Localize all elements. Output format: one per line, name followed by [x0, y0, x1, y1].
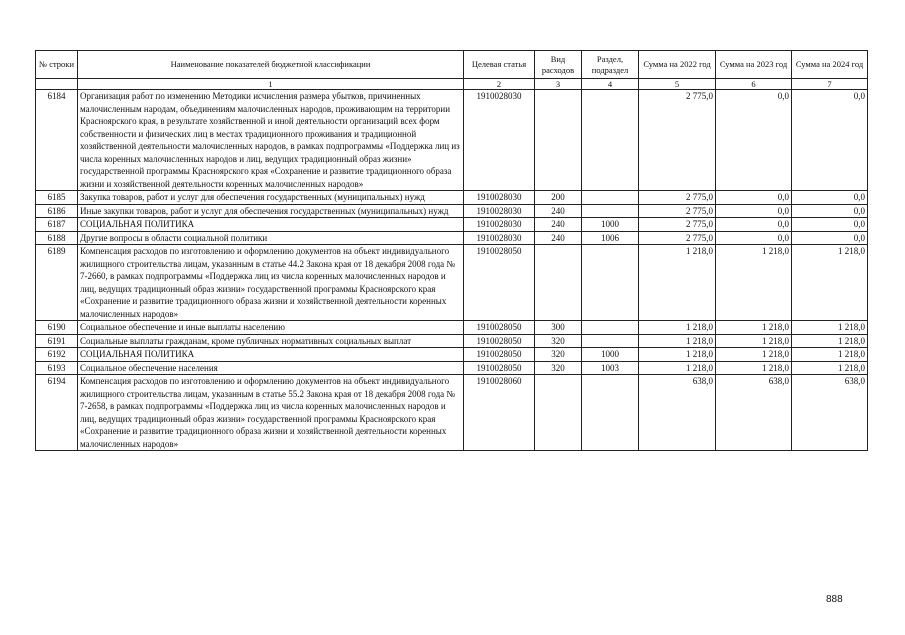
row-target-code: 1910028030 — [464, 191, 535, 205]
column-index: 3 — [535, 79, 582, 90]
row-sum-2023: 1 218,0 — [716, 361, 792, 375]
row-expense-type: 240 — [535, 218, 582, 232]
table-row — [36, 361, 868, 375]
row-target-code: 1910028030 — [464, 218, 535, 232]
row-name: Закупка товаров, работ и услуг для обеспечения государственных (муниципальных) нужд — [78, 191, 464, 205]
table-row — [36, 204, 868, 218]
row-name: Компенсация расходов по изготовлению и оформлению документов на объект индивидуального жилищного строительства лицам, указанным в статье 44.2 Закона края от 18 декабря 2008 года № 7-2660, в рамках подпрограммы «Поддержка лиц из числа коренных малочисленных народов и лиц, ведущих традиционный образ жизни» государственной программы Красноярского края «Сохранение и развитие традиционного образа жизни и хозяйственной деятельности коренных малочисленных народов» — [78, 245, 464, 321]
row-number: 6186 — [36, 204, 78, 218]
row-sum-2023: 638,0 — [716, 375, 792, 451]
row-target-code: 1910028050 — [464, 348, 535, 362]
row-section — [582, 334, 639, 348]
row-sum-2022: 1 218,0 — [639, 245, 716, 321]
row-expense-type — [535, 245, 582, 321]
row-sum-2024: 0,0 — [792, 231, 868, 245]
table-row — [36, 231, 868, 245]
row-expense-type: 300 — [535, 321, 582, 335]
column-index: 2 — [464, 79, 535, 90]
row-expense-type: 320 — [535, 361, 582, 375]
table-row — [36, 375, 868, 451]
header-sum-2023: Сумма на 2023 год — [716, 51, 792, 79]
header-expense-type: Вид расходов — [535, 51, 582, 79]
row-sum-2024: 0,0 — [792, 218, 868, 232]
row-section — [582, 191, 639, 205]
header-target: Целевая статья — [464, 51, 535, 79]
row-name: СОЦИАЛЬНАЯ ПОЛИТИКА — [78, 348, 464, 362]
row-section: 1000 — [582, 218, 639, 232]
page-number: 888 — [826, 594, 843, 605]
row-sum-2024: 0,0 — [792, 191, 868, 205]
table-row — [36, 334, 868, 348]
table-row — [36, 218, 868, 232]
row-sum-2024: 638,0 — [792, 375, 868, 451]
row-sum-2024: 0,0 — [792, 90, 868, 191]
row-sum-2024: 0,0 — [792, 204, 868, 218]
row-name: Компенсация расходов по изготовлению и оформлению документов на объект индивидуального жилищного строительства лицам, указанным в статье 55.2 Закона края от 18 декабря 2008 года № 7-2658, в рамках подпрограммы «Поддержка лиц из числа коренных малочисленных народов и лиц, ведущих традиционный образ жизни» государственной программы Красноярского края «Сохранение и развитие традиционного образа жизни и хозяйственной деятельности коренных малочисленных народов» — [78, 375, 464, 451]
row-target-code: 1910028050 — [464, 361, 535, 375]
row-sum-2022: 2 775,0 — [639, 204, 716, 218]
row-sum-2023: 1 218,0 — [716, 348, 792, 362]
row-number: 6188 — [36, 231, 78, 245]
column-index-row — [36, 79, 868, 90]
row-name: СОЦИАЛЬНАЯ ПОЛИТИКА — [78, 218, 464, 232]
row-target-code: 1910028030 — [464, 231, 535, 245]
header-row-no: № строки — [36, 51, 78, 79]
table-header-row — [36, 51, 868, 79]
row-section: 1006 — [582, 231, 639, 245]
row-sum-2023: 1 218,0 — [716, 334, 792, 348]
row-number: 6191 — [36, 334, 78, 348]
row-sum-2023: 0,0 — [716, 191, 792, 205]
column-index: 5 — [639, 79, 716, 90]
table-row — [36, 191, 868, 205]
row-number: 6190 — [36, 321, 78, 335]
row-sum-2022: 2 775,0 — [639, 90, 716, 191]
row-sum-2023: 1 218,0 — [716, 245, 792, 321]
row-sum-2022: 2 775,0 — [639, 231, 716, 245]
row-section — [582, 375, 639, 451]
column-index: 7 — [792, 79, 868, 90]
header-sum-2024: Сумма на 2024 год — [792, 51, 868, 79]
row-expense-type: 320 — [535, 348, 582, 362]
row-sum-2023: 0,0 — [716, 90, 792, 191]
table-row — [36, 90, 868, 191]
row-name: Другие вопросы в области социальной политики — [78, 231, 464, 245]
row-number: 6187 — [36, 218, 78, 232]
row-name: Социальное обеспечение населения — [78, 361, 464, 375]
row-expense-type — [535, 90, 582, 191]
row-target-code: 1910028030 — [464, 90, 535, 191]
header-section: Раздел, подраздел — [582, 51, 639, 79]
row-number: 6193 — [36, 361, 78, 375]
row-expense-type: 200 — [535, 191, 582, 205]
row-name: Организация работ по изменению Методики исчисления размера убытков, причиненных малочисленным народам, объединениям малочисленных народов, проживающим на территории Красноярского края, в результате хозяйственной и иной деятельности организаций всех форм собственности и физических лиц в местах традиционного проживания и традиционной хозяйственной деятельности малочисленных народов, в рамках подпрограммы «Поддержка лиц из числа коренных малочисленных народов и лиц, ведущих традиционный образ жизни» государственной программы Красноярского края «Сохранение и развитие традиционного образа жизни и хозяйственной деятельности коренных малочисленных народов» — [78, 90, 464, 191]
row-sum-2023: 1 218,0 — [716, 321, 792, 335]
row-target-code: 1910028030 — [464, 204, 535, 218]
row-sum-2024: 1 218,0 — [792, 348, 868, 362]
row-sum-2024: 1 218,0 — [792, 361, 868, 375]
row-sum-2023: 0,0 — [716, 231, 792, 245]
budget-table — [35, 50, 868, 451]
row-section — [582, 90, 639, 191]
row-target-code: 1910028050 — [464, 245, 535, 321]
row-sum-2022: 1 218,0 — [639, 334, 716, 348]
row-sum-2023: 0,0 — [716, 204, 792, 218]
row-expense-type: 240 — [535, 231, 582, 245]
column-index: 6 — [716, 79, 792, 90]
row-sum-2022: 2 775,0 — [639, 191, 716, 205]
table-row — [36, 321, 868, 335]
header-name: Наименование показателей бюджетной классификации — [78, 51, 464, 79]
row-sum-2022: 1 218,0 — [639, 361, 716, 375]
row-section: 1000 — [582, 348, 639, 362]
row-expense-type — [535, 375, 582, 451]
row-section: 1003 — [582, 361, 639, 375]
row-name: Социальное обеспечение и иные выплаты населению — [78, 321, 464, 335]
row-section — [582, 204, 639, 218]
row-sum-2024: 1 218,0 — [792, 321, 868, 335]
row-number: 6184 — [36, 90, 78, 191]
table-body — [36, 90, 868, 451]
row-number: 6189 — [36, 245, 78, 321]
row-name: Социальные выплаты гражданам, кроме публичных нормативных социальных выплат — [78, 334, 464, 348]
row-sum-2022: 2 775,0 — [639, 218, 716, 232]
row-sum-2024: 1 218,0 — [792, 334, 868, 348]
row-expense-type: 320 — [535, 334, 582, 348]
row-target-code: 1910028050 — [464, 321, 535, 335]
row-sum-2024: 1 218,0 — [792, 245, 868, 321]
row-target-code: 1910028050 — [464, 334, 535, 348]
row-sum-2023: 0,0 — [716, 218, 792, 232]
row-section — [582, 245, 639, 321]
row-number: 6185 — [36, 191, 78, 205]
column-index-empty — [36, 79, 78, 90]
table-row — [36, 348, 868, 362]
header-sum-2022: Сумма на 2022 год — [639, 51, 716, 79]
row-target-code: 1910028060 — [464, 375, 535, 451]
row-number: 6192 — [36, 348, 78, 362]
row-expense-type: 240 — [535, 204, 582, 218]
row-section — [582, 321, 639, 335]
table-row — [36, 245, 868, 321]
row-number: 6194 — [36, 375, 78, 451]
row-sum-2022: 1 218,0 — [639, 348, 716, 362]
column-index: 4 — [582, 79, 639, 90]
row-name: Иные закупки товаров, работ и услуг для обеспечения государственных (муниципальных) нужд — [78, 204, 464, 218]
column-index: 1 — [78, 79, 464, 90]
row-sum-2022: 638,0 — [639, 375, 716, 451]
row-sum-2022: 1 218,0 — [639, 321, 716, 335]
